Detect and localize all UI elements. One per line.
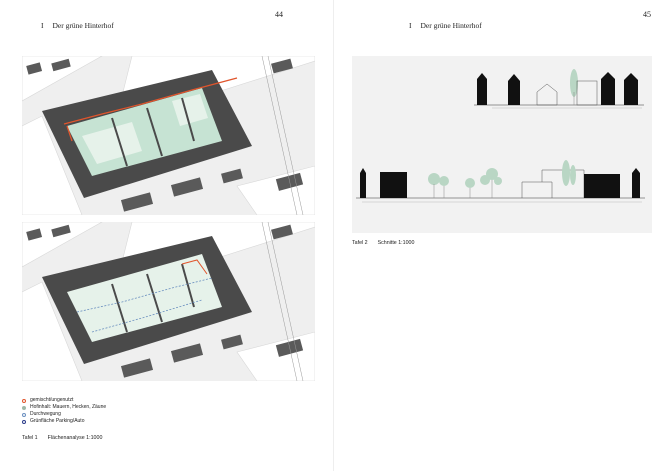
chapter-number: I (409, 21, 412, 30)
caption-text: Flächenanalyse 1:1000 (47, 435, 103, 441)
legend-marker (22, 399, 26, 403)
legend-marker (22, 406, 26, 410)
right-page (334, 0, 668, 471)
figure-caption-left (22, 435, 102, 441)
chapter-title: Der grüne Hinterhof (420, 21, 482, 30)
chapter-number: I (41, 21, 44, 30)
caption-text: Schnitte 1:1000 (377, 240, 415, 246)
legend-label: Grünfläche Parking/Auto (30, 418, 85, 424)
map-legend (22, 397, 106, 425)
chapter-title: Der grüne Hinterhof (52, 21, 114, 30)
site-plan-map-upper (22, 56, 315, 215)
legend-item (22, 397, 106, 404)
caption-label: Tafel 1 (22, 435, 38, 441)
site-plan-map-lower (22, 222, 315, 381)
chapter-heading-left (41, 21, 114, 30)
legend-label: Durchwegung (30, 411, 61, 417)
legend-item (22, 418, 106, 425)
legend-item (22, 411, 106, 418)
caption-label: Tafel 2 (352, 240, 368, 246)
legend-label: gemischt/ungenutzt (30, 397, 74, 403)
section-drawings (352, 56, 652, 233)
legend-marker (22, 420, 26, 424)
figure-caption-right (352, 240, 414, 246)
page-number-left: 44 (275, 10, 283, 19)
chapter-heading-right (409, 21, 482, 30)
legend-item (22, 404, 106, 411)
legend-label: Hofinhalt: Mauern, Hecken, Zäune (30, 404, 107, 410)
page-number-right: 45 (643, 10, 651, 19)
legend-marker (22, 413, 26, 417)
